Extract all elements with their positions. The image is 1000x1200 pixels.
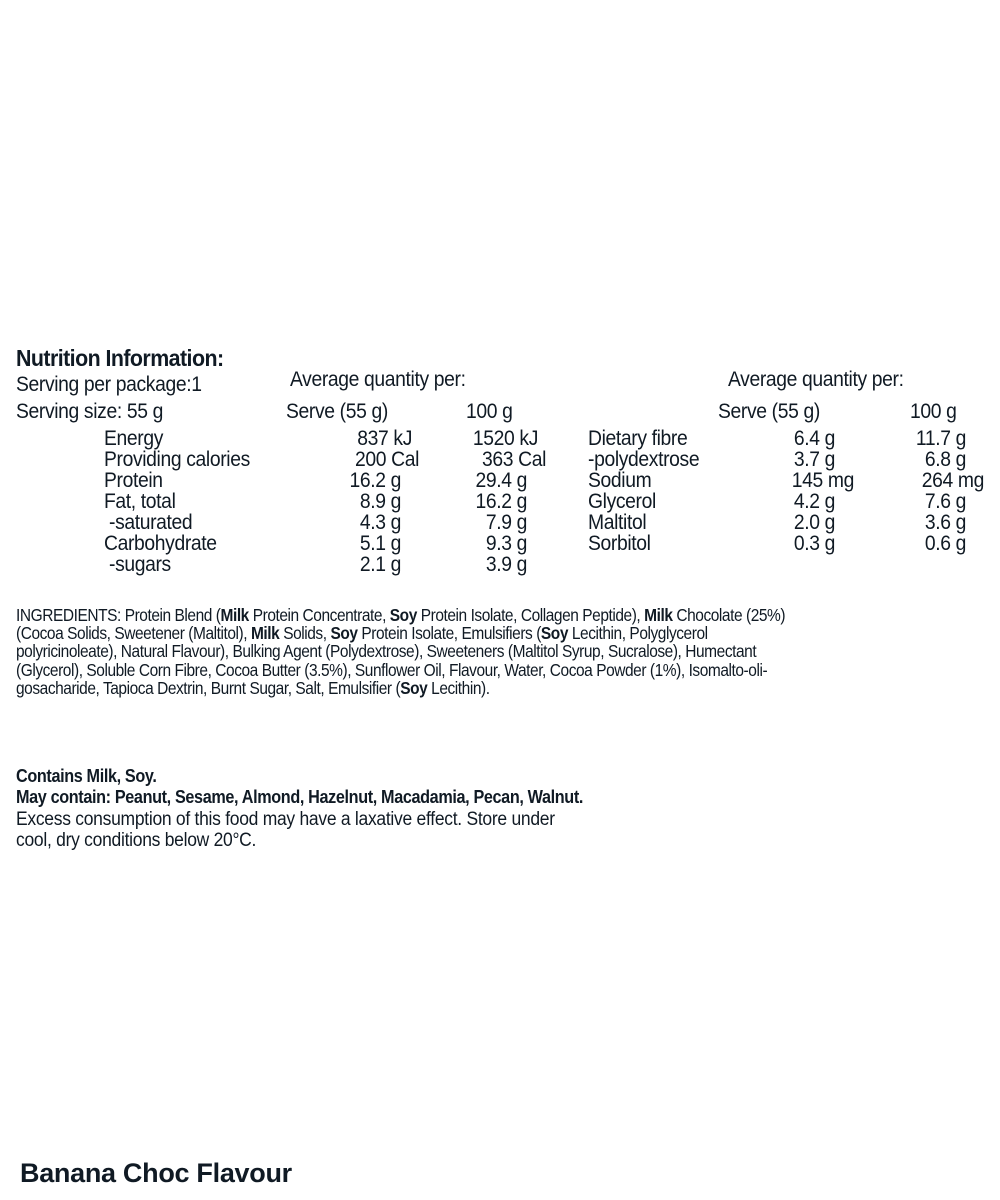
- ingredients-segment: INGREDIENTS: Protein Blend (: [16, 605, 221, 625]
- ingredients-segment: Lecithin).: [427, 677, 490, 698]
- ingredients-segment: Solids,: [279, 623, 331, 644]
- nutrient-serve-value: 3.7 g: [793, 448, 835, 471]
- nutrient-label: Sodium: [588, 469, 652, 492]
- ingredients-text: [16, 606, 954, 697]
- allergen-highlight: Soy: [389, 605, 417, 625]
- nutrient-100g-value: 6.8 g: [924, 448, 966, 471]
- nutrient-serve-value: 200 Cal: [354, 448, 419, 471]
- allergen-highlight: Soy: [330, 623, 358, 644]
- nutrient-100g-value: 3.6 g: [924, 511, 966, 534]
- nutrient-serve-value: 16.2 g: [349, 469, 401, 492]
- nutrient-100g-value: 264 mg: [921, 469, 984, 492]
- panel-title: Nutrition Information:: [16, 345, 224, 371]
- nutrient-label: Energy: [104, 427, 164, 450]
- ingredients-segment: Protein Isolate, Collagen Peptide),: [416, 605, 645, 625]
- left-col-100g: 100 g: [466, 400, 513, 423]
- nutrient-100g-value: 11.7 g: [915, 427, 966, 450]
- nutrient-100g-value: 7.9 g: [485, 511, 527, 534]
- ingredients-segment: gosacharide, Tapioca Dextrin, Burnt Sugar, Salt, Emulsifier (: [16, 677, 401, 698]
- ingredients-line: [16, 606, 954, 624]
- left-col-serve: Serve (55 g): [286, 400, 388, 423]
- left-avg-quantity-label: Average quantity per:: [290, 368, 466, 391]
- nutrient-serve-value: 6.4 g: [793, 427, 835, 450]
- serving-per-package: Serving per package:1: [16, 373, 202, 396]
- nutrient-label: Carbohydrate: [104, 532, 217, 555]
- nutrient-label: -saturated: [104, 511, 193, 534]
- nutrient-label: Glycerol: [588, 490, 656, 513]
- may-contain-statement: May contain: Peanut, Sesame, Almond, Hazelnut, Macadamia, Pecan, Walnut.: [16, 787, 584, 807]
- right-col-serve: Serve (55 g): [718, 400, 820, 423]
- nutrient-100g-value: 3.9 g: [485, 553, 527, 576]
- nutrient-label: -sugars: [104, 553, 171, 576]
- nutrient-serve-value: 5.1 g: [359, 532, 401, 555]
- right-col-100g: 100 g: [910, 400, 957, 423]
- ingredients-segment: Protein Isolate, Emulsifiers (: [357, 623, 541, 644]
- right-avg-quantity-label: Average quantity per:: [728, 368, 904, 391]
- allergen-highlight: Milk: [250, 623, 280, 644]
- ingredients-line: [16, 661, 954, 679]
- nutrient-label: -polydextrose: [588, 448, 700, 471]
- nutrient-label: Sorbitol: [588, 532, 651, 555]
- allergen-highlight: Soy: [400, 677, 428, 698]
- serving-size: Serving size: 55 g: [16, 400, 163, 423]
- nutrient-label: Dietary fibre: [588, 427, 688, 450]
- nutrient-serve-value: 2.0 g: [793, 511, 835, 534]
- allergen-highlight: Milk: [220, 605, 249, 625]
- laxative-storage-note-line-2: cool, dry conditions below 20°C.: [16, 830, 257, 851]
- ingredients-segment: (Glycerol), Soluble Corn Fibre, Cocoa Butter (3.5%), Sunflower Oil, Flavour, Water, Cocoa Powder (1%), Isomalto-oli-: [16, 659, 768, 680]
- ingredients-line: [16, 642, 954, 660]
- nutrient-serve-value: 145 mg: [791, 469, 854, 492]
- nutrient-100g-value: 29.4 g: [475, 469, 527, 492]
- nutrient-100g-value: 363 Cal: [481, 448, 546, 471]
- nutrient-label: Fat, total: [104, 490, 176, 513]
- ingredients-segment: Chocolate (25%): [672, 605, 786, 625]
- nutrient-serve-value: 2.1 g: [359, 553, 401, 576]
- nutrient-serve-value: 837 kJ: [357, 427, 412, 450]
- ingredients-segment: (Cocoa Solids, Sweetener (Maltitol),: [16, 623, 251, 644]
- nutrient-100g-value: 0.6 g: [924, 532, 966, 555]
- flavour-name: Banana Choc Flavour: [20, 1158, 292, 1188]
- nutrient-100g-value: 9.3 g: [485, 532, 527, 555]
- nutrient-serve-value: 4.3 g: [359, 511, 401, 534]
- nutrient-serve-value: 0.3 g: [793, 532, 835, 555]
- nutrient-label: Providing calories: [104, 448, 250, 471]
- allergen-highlight: Soy: [540, 623, 569, 644]
- nutrient-label: Maltitol: [588, 511, 647, 534]
- ingredients-segment: Protein Concentrate,: [248, 605, 390, 625]
- nutrient-100g-value: 16.2 g: [475, 490, 527, 513]
- contains-statement: Contains Milk, Soy.: [16, 766, 157, 786]
- ingredients-segment: polyricinoleate), Natural Flavour), Bulking Agent (Polydextrose), Sweeteners (Maltitol Syrup, Sucralose), Humectant: [16, 641, 757, 662]
- ingredients-line: [16, 679, 954, 697]
- ingredients-segment: Lecithin, Polyglycerol: [568, 623, 708, 644]
- ingredients-line: [16, 624, 954, 642]
- laxative-storage-note-line-1: Excess consumption of this food may have a laxative effect. Store under: [16, 809, 555, 830]
- nutrient-label: Protein: [104, 469, 163, 492]
- nutrient-serve-value: 8.9 g: [359, 490, 401, 513]
- nutrient-serve-value: 4.2 g: [793, 490, 835, 513]
- nutrient-100g-value: 1520 kJ: [472, 427, 538, 450]
- allergen-highlight: Milk: [644, 605, 673, 625]
- nutrient-100g-value: 7.6 g: [924, 490, 966, 513]
